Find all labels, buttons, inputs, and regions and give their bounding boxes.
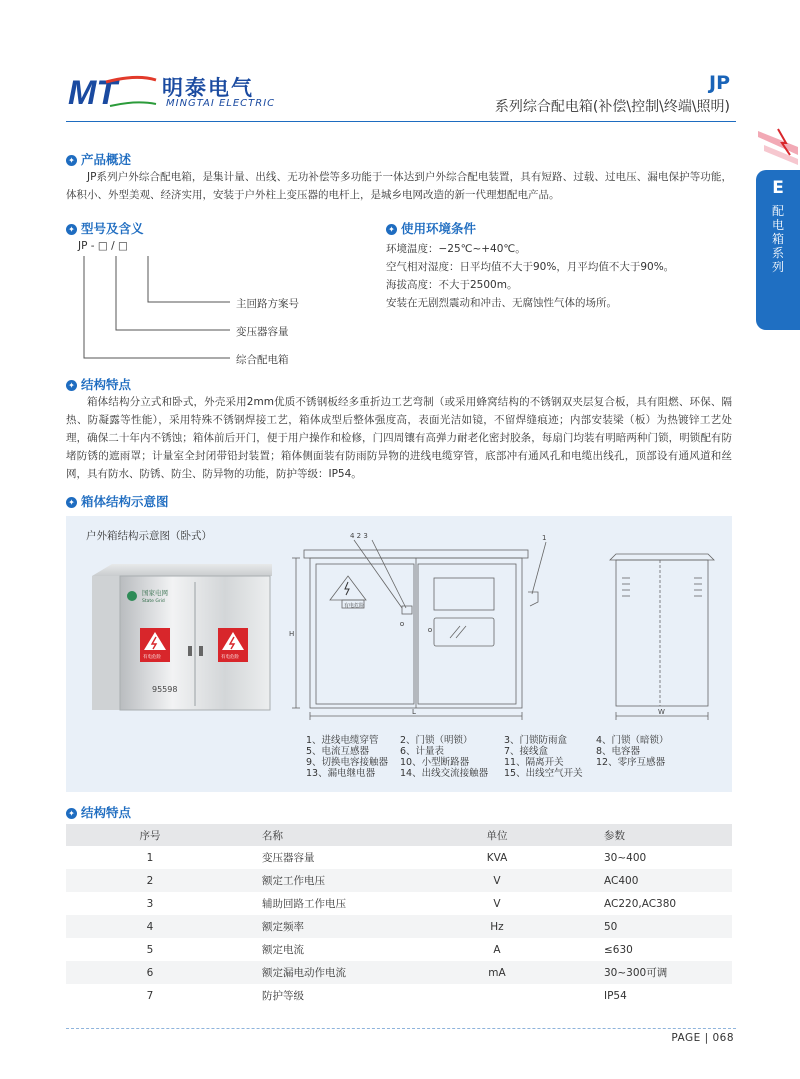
product-model: JP bbox=[709, 72, 730, 94]
structure-text: 箱体结构分立式和卧式，外壳采用2mm优质不锈钢板经多重折边工艺弯制（或采用蜂窝结构的不锈钢双夹层复合板，具有阻燃、环保、隔热、防凝露等性能），采用特殊不锈钢焊接工艺，箱体成型后整体强度高，表面光洁如镜，不留焊缝痕迹；内部安装梁（板）为热镀锌工艺处理，确保二十年内不锈蚀；箱体前后开门，便于用户操作和检修，门四周镶有高弹力耐老化密封胶条，每扇门均装有明暗两种门锁，明锁配有防堵防锈的遮雨罩；计量室全封闭带铅封装置；箱体侧面装有防雨防异物的进线电缆穿管，底部冲有通风孔和电缆出线孔，顶部设有通风道和丝网，具有防水、防锈、防尘、防异物的功能，防护等级：IP54。 bbox=[66, 396, 732, 480]
model-meaning-lines bbox=[70, 240, 240, 370]
warning-bolt-icon bbox=[345, 582, 349, 595]
state-grid-logo-icon bbox=[127, 591, 137, 601]
section-title-structure: ✦ 结构特点 bbox=[66, 375, 131, 393]
environment-conditions bbox=[386, 240, 674, 312]
svg-text:4 2 3: 4 2 3 bbox=[350, 532, 368, 540]
bullet-star-icon: ✦ bbox=[66, 808, 77, 819]
bullet-star-icon: ✦ bbox=[66, 380, 77, 391]
table-header-row bbox=[66, 824, 732, 846]
chapter-title: 配电箱系列 bbox=[771, 204, 784, 274]
bullet-star-icon: ✦ bbox=[66, 224, 77, 235]
table-row: 2 额定工作电压 V AC400 bbox=[66, 869, 732, 892]
model-code: JP - □ / □ bbox=[78, 240, 128, 252]
svg-text:W: W bbox=[658, 708, 665, 716]
svg-text:L: L bbox=[412, 708, 416, 716]
svg-text:国家电网: 国家电网 bbox=[142, 589, 168, 597]
model-label-capacity: 变压器容量 bbox=[236, 326, 289, 338]
svg-text:有电危险: 有电危险 bbox=[221, 655, 239, 660]
chapter-letter: E bbox=[772, 178, 784, 198]
section-title-model: ✦ 型号及含义 bbox=[66, 219, 144, 237]
header-divider bbox=[66, 121, 736, 122]
structure-drawing bbox=[290, 530, 732, 724]
section-title-environment: ✦ 使用环境条件 bbox=[386, 219, 476, 237]
svg-text:H: H bbox=[289, 630, 295, 638]
table-row: 4 额定频率 Hz 50 bbox=[66, 915, 732, 938]
door-lock-icon bbox=[199, 646, 203, 656]
table-header: 参数 bbox=[560, 824, 732, 846]
svg-text:1: 1 bbox=[542, 534, 547, 542]
diagram-caption: 户外箱结构示意图（卧式） bbox=[86, 530, 212, 542]
brand-logo bbox=[66, 72, 306, 112]
door-lock-icon bbox=[188, 646, 192, 656]
page-number: PAGE | 068 bbox=[671, 1032, 734, 1044]
product-subtitle: 系列综合配电箱(补偿\控制\终端\照明) bbox=[494, 99, 730, 115]
warning-sign-icon bbox=[140, 628, 170, 662]
footer-divider bbox=[66, 1028, 736, 1029]
warning-sign-icon bbox=[218, 628, 248, 662]
table-row: 7 防护等级 IP54 bbox=[146, 989, 627, 1002]
section-title-overview: ✦ 产品概述 bbox=[66, 150, 131, 168]
table-row: 1 变压器容量 KVA 30~400 bbox=[146, 851, 647, 864]
logo-mark-icon bbox=[66, 74, 158, 110]
spec-table bbox=[66, 824, 732, 1007]
logo-mark-text: MT bbox=[68, 74, 118, 112]
bullet-star-icon: ✦ bbox=[386, 224, 397, 235]
table-row: 3 辅助回路工作电压 V AC220,AC380 bbox=[146, 897, 677, 910]
bullet-star-icon: ✦ bbox=[66, 497, 77, 508]
legend-column: 4、门锁（暗锁） 8、电容器 12、零序互感器 bbox=[596, 735, 669, 768]
env-line: 海拔高度：不大于2500m。 bbox=[386, 279, 518, 291]
legend-column: 3、门锁防雨盒 7、接线盒 11、隔离开关 15、出线空气开关 bbox=[504, 735, 583, 779]
model-label-box: 综合配电箱 bbox=[236, 354, 289, 366]
table-row: 5 额定电流 A ≤630 bbox=[146, 943, 633, 956]
brand-name-cn: 明泰电气 bbox=[162, 76, 254, 100]
legend-column: 2、门锁（明锁） 6、计量表 10、小型断路器 14、出线交流接触器 bbox=[400, 735, 489, 779]
table-row: 6 额定漏电动作电流 mA 30~300可调 bbox=[66, 961, 732, 984]
product-photo bbox=[86, 562, 276, 714]
env-line: 安装在无剧烈震动和冲击、无腐蚀性气体的场所。 bbox=[386, 297, 617, 309]
env-line: 环境温度：−25℃~+40℃。 bbox=[386, 243, 526, 255]
svg-text:有电危险: 有电危险 bbox=[143, 655, 161, 660]
brand-name-en: MINGTAI ELECTRIC bbox=[166, 98, 276, 109]
model-label-scheme: 主回路方案号 bbox=[236, 298, 299, 310]
overview-text: JP系列户外综合配电箱，是集计量、出线、无功补偿等多功能于一体达到户外综合配电装置，具有短路、过载、过电压、漏电保护等功能，体积小、外型美观、经济实用，安装于户外柱上变压器的电杆上，是城乡电网改造的新一代理想配电产品。 bbox=[66, 171, 732, 201]
legend-column: 1、进线电缆穿管 5、电流互感器 9、切换电容接触器 13、漏电继电器 bbox=[306, 735, 389, 779]
chapter-tab bbox=[756, 170, 800, 330]
svg-text:有电危险: 有电危险 bbox=[344, 603, 365, 609]
table-header: 序号 bbox=[66, 824, 234, 846]
svg-text:State Grid: State Grid bbox=[142, 599, 165, 604]
section-title-diagram: ✦ 箱体结构示意图 bbox=[66, 492, 169, 510]
table-header: 单位 bbox=[434, 824, 560, 846]
env-line: 空气相对湿度：日平均值不大于90%，月平均值不大于90%。 bbox=[386, 261, 675, 273]
bullet-star-icon: ✦ bbox=[66, 155, 77, 166]
side-decoration-icon bbox=[754, 125, 800, 169]
svg-text:95598: 95598 bbox=[152, 685, 178, 694]
table-header: 名称 bbox=[234, 824, 434, 846]
section-title-spec: ✦ 结构特点 bbox=[66, 803, 131, 821]
